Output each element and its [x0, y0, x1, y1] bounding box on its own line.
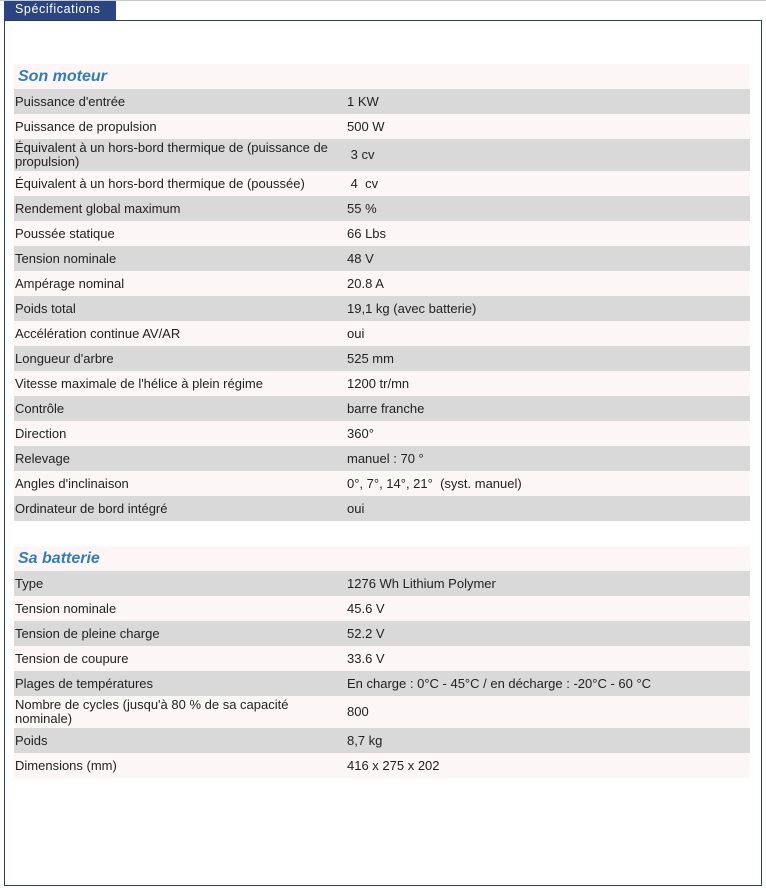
spec-row: [14, 671, 750, 696]
spec-row: [14, 446, 750, 471]
spec-value: 20.8 A: [347, 275, 384, 291]
spec-label: Poids total: [15, 300, 76, 316]
spec-label: Relevage: [15, 450, 70, 466]
spec-value: 416 x 275 x 202: [347, 757, 440, 773]
spec-label: Rendement global maximum: [15, 200, 181, 216]
spec-value: oui: [347, 500, 365, 516]
spec-row: [14, 139, 750, 171]
spec-row: [14, 728, 750, 753]
section-title: Sa batterie: [14, 546, 750, 571]
spec-label: Tension nominale: [15, 600, 117, 616]
spec-row: [14, 371, 750, 396]
spec-label: Nombre de cycles (jusqu'à 80 % de sa capacité nominale): [15, 697, 289, 726]
spec-value: 360°: [347, 425, 374, 441]
spec-label: Angles d'inclinaison: [15, 475, 129, 491]
spec-row: [14, 114, 750, 139]
spec-row: [14, 296, 750, 321]
spec-value: 4 cv: [347, 175, 379, 191]
spec-label: Contrôle: [15, 400, 65, 416]
spec-row: [14, 89, 750, 114]
spec-label: Type: [15, 575, 44, 591]
spec-row: [14, 171, 750, 196]
spec-row: [14, 571, 750, 596]
spec-value: 525 mm: [347, 350, 394, 366]
spec-label: Ampérage nominal: [15, 275, 125, 291]
spec-row: [14, 646, 750, 671]
spec-label: Équivalent à un hors-bord thermique de (poussée): [15, 175, 305, 191]
spec-row: [14, 696, 750, 728]
section-title: Son moteur: [14, 64, 750, 89]
spec-row: [14, 271, 750, 296]
spec-value: 48 V: [347, 250, 374, 266]
spec-value: 52.2 V: [347, 625, 385, 641]
spec-label: Dimensions (mm): [15, 757, 117, 773]
spec-value: 1 KW: [347, 93, 379, 109]
spec-row: [14, 471, 750, 496]
spec-label: Tension de coupure: [15, 650, 129, 666]
spec-label: Accélération continue AV/AR: [15, 325, 181, 341]
spec-value: 1276 Wh Lithium Polymer: [347, 575, 496, 591]
spec-label: Vitesse maximale de l'hélice à plein régime: [15, 375, 263, 391]
spec-row: [14, 246, 750, 271]
spec-row: [14, 421, 750, 446]
spec-label: Tension nominale: [15, 250, 117, 266]
spec-label: Ordinateur de bord intégré: [15, 500, 168, 516]
spec-label: Poussée statique: [15, 225, 115, 241]
spec-value: 0°, 7°, 14°, 21° (syst. manuel): [347, 475, 522, 491]
spec-label: Équivalent à un hors-bord thermique de (puissance de propulsion): [15, 140, 328, 169]
spec-row: [14, 321, 750, 346]
spec-row: [14, 753, 750, 778]
spec-value: 19,1 kg (avec batterie): [347, 300, 477, 316]
spec-value: manuel : 70 °: [347, 450, 424, 466]
spec-value: barre franche: [347, 400, 425, 416]
spec-value: 8,7 kg: [347, 732, 383, 748]
spec-value: 500 W: [347, 118, 385, 134]
spec-label: Longueur d'arbre: [15, 350, 114, 366]
spec-value: 33.6 V: [347, 650, 385, 666]
spec-value: 55 %: [347, 200, 377, 216]
spec-row: [14, 221, 750, 246]
spec-row: [14, 396, 750, 421]
spec-label: Poids: [15, 732, 48, 748]
spec-label: Plages de températures: [15, 675, 154, 691]
spec-value: 1200 tr/mn: [347, 375, 410, 391]
spec-value: 800: [347, 704, 369, 719]
spec-value: oui: [347, 325, 365, 341]
spec-label: Tension de pleine charge: [15, 625, 160, 641]
tab-bar: [0, 0, 766, 21]
tab-specifications[interactable]: Spécifications: [4, 1, 116, 22]
spec-value: 45.6 V: [347, 600, 385, 616]
spec-row: [14, 496, 750, 521]
spec-value: En charge : 0°C - 45°C / en décharge : -20°C - 60 °C: [347, 675, 652, 691]
spec-value: 3 cv: [347, 147, 375, 162]
spec-label: Puissance de propulsion: [15, 118, 157, 134]
spec-row: [14, 346, 750, 371]
spec-label: Direction: [15, 425, 67, 441]
spec-value: 66 Lbs: [347, 225, 387, 241]
spec-label: Puissance d'entrée: [15, 93, 126, 109]
spec-row: [14, 596, 750, 621]
spec-row: [14, 196, 750, 221]
spec-row: [14, 621, 750, 646]
